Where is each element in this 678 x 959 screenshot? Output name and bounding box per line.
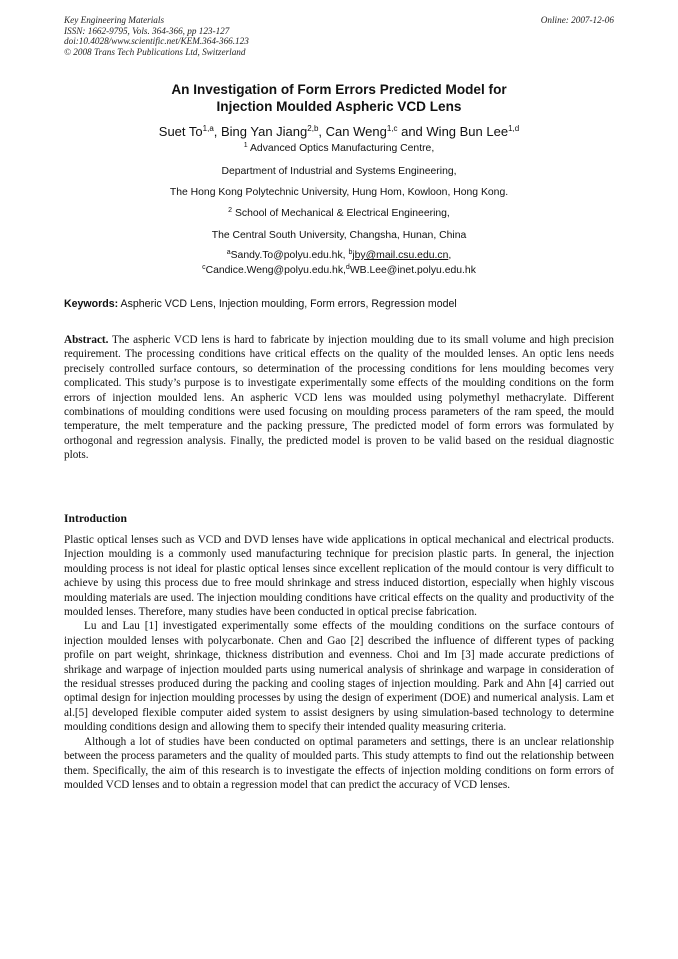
author-name: Wing Bun Lee (426, 124, 509, 139)
affiliation-text: School of Mechanical & Electrical Engineering, (234, 208, 450, 219)
author-name: Bing Yan Jiang (221, 124, 308, 139)
email-sup: a (226, 249, 231, 256)
author-sup: 1,a (202, 124, 214, 133)
affiliation-text: Advanced Optics Manufacturing Centre, (249, 143, 435, 154)
email-a[interactable]: Sandy.To@polyu.edu.hk, (230, 250, 346, 261)
introduction-heading: Introduction (64, 512, 127, 525)
journal-doi: doi:10.4028/www.scientific.net/KEM.364-366.123 (64, 36, 249, 46)
affiliation-sup: 1 (243, 142, 248, 149)
abstract-label: Abstract. (64, 334, 109, 346)
intro-paragraph-2: Lu and Lau [1] investigated experimentally some effects of the moulding conditions on the surface contours of injection moulded lenses with polycarbonate. Chen and Gao [2] described the influence of different types of packing profile on part weight, shrinkage, thickness distribution and evenness. Choi and Im [3] made accurate predictions of shrikage and warpage of injection moulded parts using numerical analysis of shrinkage and warpage in consideration of the residual stresses produced during the packing and cooling stages of injection moulding. Park and Ahn [4] carried out optimal design for injection moulding processes by using the design of experiment (DOE) and numerical analysis. Lam et al.[5] developed flexible computer aided system to assist designers by using simulation-based technology to determine moulding conditions design and allowing them to specify their intended quality measuring criteria. (64, 620, 614, 734)
email-line-2 (40, 264, 638, 277)
title-line-2: Injection Moulded Aspheric VCD Lens (216, 99, 462, 114)
keywords-text: Aspheric VCD Lens, Injection moulding, Form errors, Regression model (120, 298, 457, 310)
affiliation-1-line-2: Department of Industrial and Systems Engineering, (221, 166, 457, 177)
email-b[interactable]: jby@mail.csu.edu.cn (352, 250, 449, 261)
affiliation-sup: 2 (228, 207, 233, 214)
email-sup: b (348, 249, 353, 256)
journal-issn: ISSN: 1662-9795, Vols. 364-366, pp 123-127 (64, 25, 230, 36)
email-c[interactable]: Candice.Weng@polyu.edu.hk, (205, 265, 346, 276)
journal-header (64, 15, 249, 57)
author-sup: 1,c (386, 124, 398, 133)
affiliation-2-line-1 (40, 207, 638, 220)
author-name: Can Weng (325, 124, 387, 139)
email-d[interactable]: WB.Lee@inet.polyu.edu.hk (349, 265, 476, 276)
author-sup: 1,d (508, 124, 520, 133)
abstract-text: The aspheric VCD lens is hard to fabricate by injection moulding due to its small volume and high precision requirement. The processing conditions have critical effects on the quality of the moulded lenses. An optic lens needs precisely controlled surface contours, so determination of the processing conditions for lens moulding becomes very complicated. This study’s purpose is to investigate experimentally some effects of the moulding conditions on the form errors of injection moulded lens. An aspheric VCD lens was moulded using polymethyl methacrylate. Different combinations of moulding conditions were used focusing on moulding process parameters of the ram speed, the mould temperature, the melt temperature and the packing pressure, The predicted model of form errors was formulated by orthogonal and regression analysis. Finally, the predicted model is proven to be valid based on the residual diagnostic plots. (64, 334, 614, 462)
keywords (64, 298, 624, 311)
affiliation-1-line-1 (40, 142, 638, 155)
title-line-1: An Investigation of Form Errors Predicted Model for (171, 82, 507, 97)
email-line-1: $^a$Sandy.To@polyu.edu.hk, $^b$jby@mail.csu.edu.cn, (226, 249, 452, 261)
email-sup: d (345, 264, 350, 271)
email-sup: c (202, 264, 206, 271)
journal-name: Key Engineering Materials (64, 15, 165, 25)
intro-paragraph-1: Plastic optical lenses such as VCD and DVD lenses have wide applications in optical mechanical and electrical products. Injection moulding is a commonly used manufacturing technique for precision plastic parts. In general, the injection moulding process is not ideal for plastic optical lenses since excellent replication of the mould contour is very difficult to achieve by using this process due to free mould shrinkage and stress induced distortion, especially when highly viscous moulding materials are used. The injection moulding conditions have critical effects on the quality and productivity of the moulded lenses. Therefore, many studies have been conducted in optical precise fabrication. (64, 534, 614, 619)
affiliation-1-line-3: The Hong Kong Polytechnic University, Hung Hom, Kowloon, Hong Kong. (169, 187, 509, 198)
introduction-body (64, 533, 614, 792)
journal-copyright: © 2008 Trans Tech Publications Ltd, Switzerland (64, 46, 246, 57)
affiliation-2-line-2: The Central South University, Changsha, Hunan, China (211, 230, 467, 241)
keywords-label: Keywords: (64, 298, 119, 310)
author-name: Suet To (158, 124, 203, 139)
online-date: Online: 2007-12-06 (540, 15, 614, 25)
intro-paragraph-3: Although a lot of studies have been conducted on optimal parameters and settings, there is an unclear relationship between the process parameters and the quality of moulded parts. This study attempts to find out the relationship between them. Specifically, the aim of this research is to investigate the effects of injection molding conditions on form errors of moulded VCD lenses and to obtain a regression model that can predict the accuracy of VCD lenses. (64, 735, 614, 791)
author-sup: 2,b (307, 124, 319, 133)
author-list: Suet To$^{1,a}$, Bing Yan Jiang$^{2,b}$, Can Weng$^{1,c}$ and Wing Bun Lee$^{1,d}$ (158, 124, 520, 139)
abstract (64, 333, 614, 463)
paper-title (40, 81, 638, 115)
